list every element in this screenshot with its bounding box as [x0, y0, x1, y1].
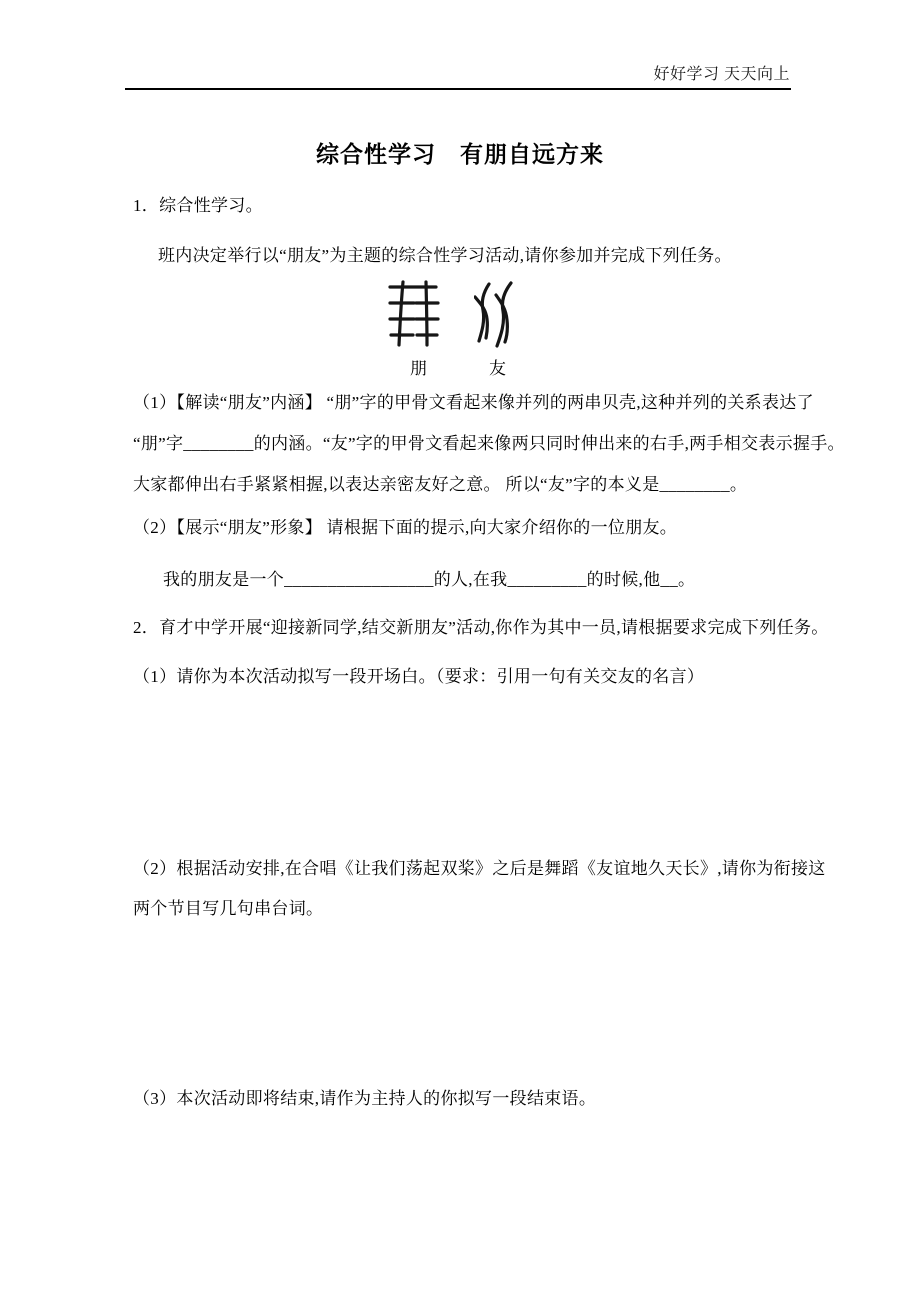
question-1-part-2-fill-line: 我的朋友是一个_________________的人,在我_________的时候,他__。 — [163, 570, 696, 589]
question-1-intro: 班内决定举行以“朋友”为主题的综合性学习活动,请你参加并完成下列任务。 — [158, 246, 732, 265]
header-rule — [125, 88, 791, 90]
page-title: 综合性学习 有朋自远方来 — [316, 141, 604, 167]
question-1-part-1-line-3: 大家都伸出右手紧紧相握,以表达亲密友好之意。 所以“友”字的本义是________。 — [133, 475, 748, 494]
question-1-heading: 1．综合性学习。 — [133, 196, 263, 215]
question-2-heading: 2．育才中学开展“迎接新同学,结交新朋友”活动,你作为其中一员,请根据要求完成下列任务。 — [133, 618, 829, 637]
question-2-part-2-line-1: （2）根据活动安排,在合唱《让我们荡起双桨》之后是舞蹈《友谊地久天长》,请你为衔接这 — [133, 859, 826, 878]
oracle-bone-peng-glyph — [386, 279, 440, 349]
oracle-bone-you-glyph — [474, 281, 518, 349]
question-1-part-1-line-2: “朋”字________的内涵。“友”字的甲骨文看起来像两只同时伸出来的右手,两手相交表示握手。 — [133, 434, 845, 453]
question-2-part-1: （1）请你为本次活动拟写一段开场白。（要求：引用一句有关交友的名言） — [133, 667, 705, 686]
figure-label-peng: 朋 — [410, 359, 427, 378]
question-2-part-2-line-2: 两个节目写几句串台词。 — [133, 899, 324, 918]
question-1-part-2-heading: （2）【展示“朋友”形象】 请根据下面的提示,向大家介绍你的一位朋友。 — [133, 518, 678, 537]
question-2-part-3: （3）本次活动即将结束,请作为主持人的你拟写一段结束语。 — [133, 1089, 597, 1108]
question-1-part-1-line-1: （1）【解读“朋友”内涵】 “朋”字的甲骨文看起来像并列的两串贝壳,这种并列的关系表达了 — [133, 393, 814, 412]
figure-label-you: 友 — [489, 359, 506, 378]
header-motto: 好好学习 天天向上 — [653, 66, 790, 83]
